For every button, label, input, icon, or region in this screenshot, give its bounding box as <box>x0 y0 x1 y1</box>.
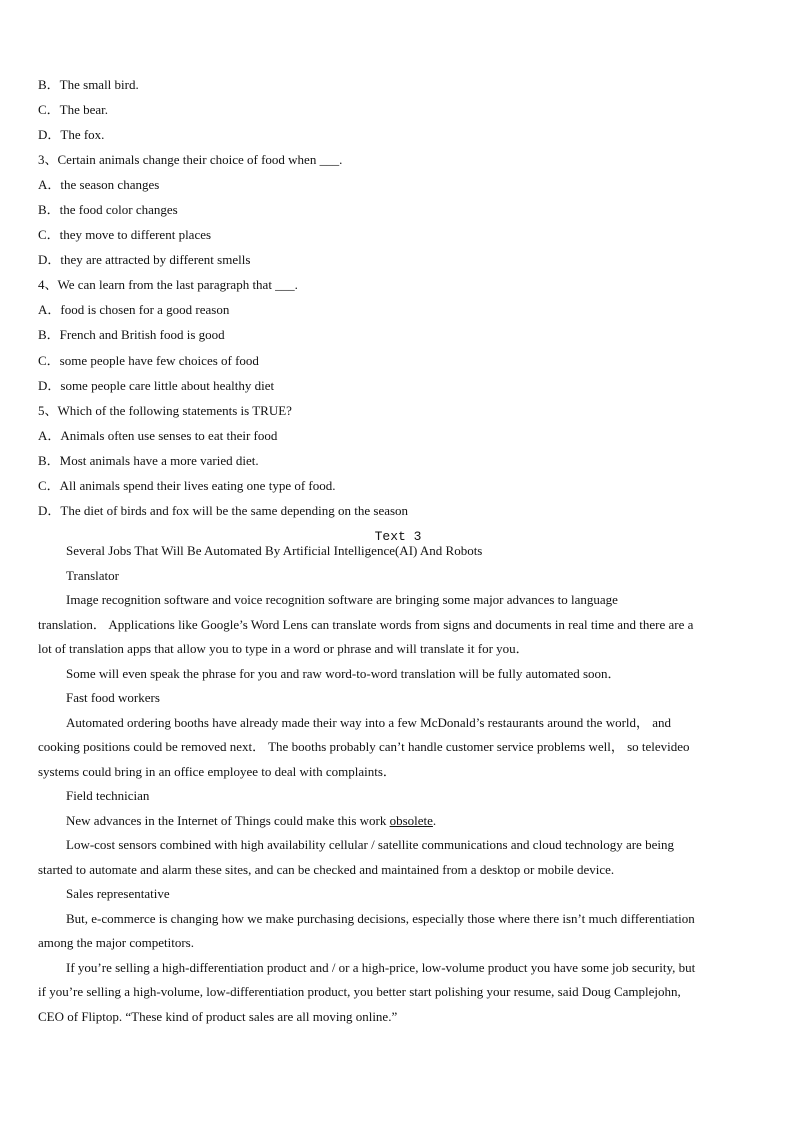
text-3-passage <box>38 524 758 1029</box>
section-heading: Sales representative <box>66 886 170 901</box>
paragraph-line: translation． Applications like Google’s Word Lens can translate words from signs and documents in real time and there are a <box>38 616 694 632</box>
option-2c: C．The bear. <box>38 102 109 118</box>
question-3: 3、Certain animals change their choice of food when ___. <box>38 152 343 168</box>
section-heading: Field technician <box>66 788 150 803</box>
option-4d: D．some people care little about healthy diet <box>38 377 275 393</box>
paragraph-line: systems could bring in an office employee to deal with complaints． <box>38 763 396 779</box>
section-heading: Translator <box>66 567 119 583</box>
paragraph-line: CEO of Fliptop. “These kind of product sales are all moving online.” <box>38 1008 398 1024</box>
option-5b: B．Most animals have a more varied diet. <box>38 452 259 468</box>
question-list <box>38 72 408 523</box>
option-3a: A．the season changes <box>38 177 160 193</box>
paragraph-line: If you’re selling a high-differentiation product and / or a high-price, low-volume product you have some job security, but <box>66 959 696 975</box>
option-5c: C．All animals spend their lives eating one type of food. <box>38 477 336 493</box>
passage-heading: Text 3 <box>374 529 422 544</box>
paragraph-line <box>38 809 758 834</box>
option-2b: B．The small bird. <box>38 77 139 92</box>
option-4b: B．French and British food is good <box>38 327 225 343</box>
underlined-word: obsolete <box>389 812 433 828</box>
section-heading: Fast food workers <box>66 690 160 705</box>
option-3d: D．they are attracted by different smells <box>38 252 251 268</box>
paragraph-line: if you’re selling a high-volume, low-differentiation product, you better start polishing your resume, said Doug Camplejohn, <box>38 984 681 999</box>
passage-title: Several Jobs That Will Be Automated By Artificial Intelligence(AI) And Robots <box>66 543 483 558</box>
question-4: 4、We can learn from the last paragraph that ___. <box>38 277 298 293</box>
paragraph-text: New advances in the Internet of Things could make this work <box>66 812 390 828</box>
option-5d: D．The diet of birds and fox will be the same depending on the season <box>38 502 409 518</box>
option-5a: A．Animals often use senses to eat their food <box>38 427 278 443</box>
question-5: 5、Which of the following statements is TRUE? <box>38 402 292 418</box>
paragraph-line: Automated ordering booths have already made their way into a few McDonald’s restaurants around the world， and <box>66 714 672 730</box>
paragraph-line: But, e-commerce is changing how we make purchasing decisions, especially those where there isn’t much differentiation <box>66 910 695 926</box>
paragraph-text: . <box>432 812 437 828</box>
paragraph-line: Image recognition software and voice recognition software are bringing some major advances to language <box>66 592 618 607</box>
option-3b: B．the food color changes <box>38 202 178 218</box>
paragraph-line: among the major competitors. <box>38 935 194 950</box>
paragraph-line: Low-cost sensors combined with high availability cellular / satellite communications and cloud technology are being <box>66 837 674 852</box>
option-4a: A．food is chosen for a good reason <box>38 302 230 318</box>
option-4c: C．some people have few choices of food <box>38 352 259 368</box>
paragraph-line: Some will even speak the phrase for you and raw word-to-word translation will be fully automated soon． <box>66 665 621 681</box>
paragraph-line: cooking positions could be removed next． The booths probably can’t handle customer service problems well， so televideo <box>38 739 690 754</box>
option-3c: C．they move to different places <box>38 227 212 243</box>
paragraph-line: started to automate and alarm these sites, and can be checked and maintained from a desktop or mobile device. <box>38 861 615 877</box>
paragraph-line: lot of translation apps that allow you to type in a word or phrase and will translate it for you． <box>38 641 529 656</box>
option-2d: D．The fox. <box>38 127 105 143</box>
